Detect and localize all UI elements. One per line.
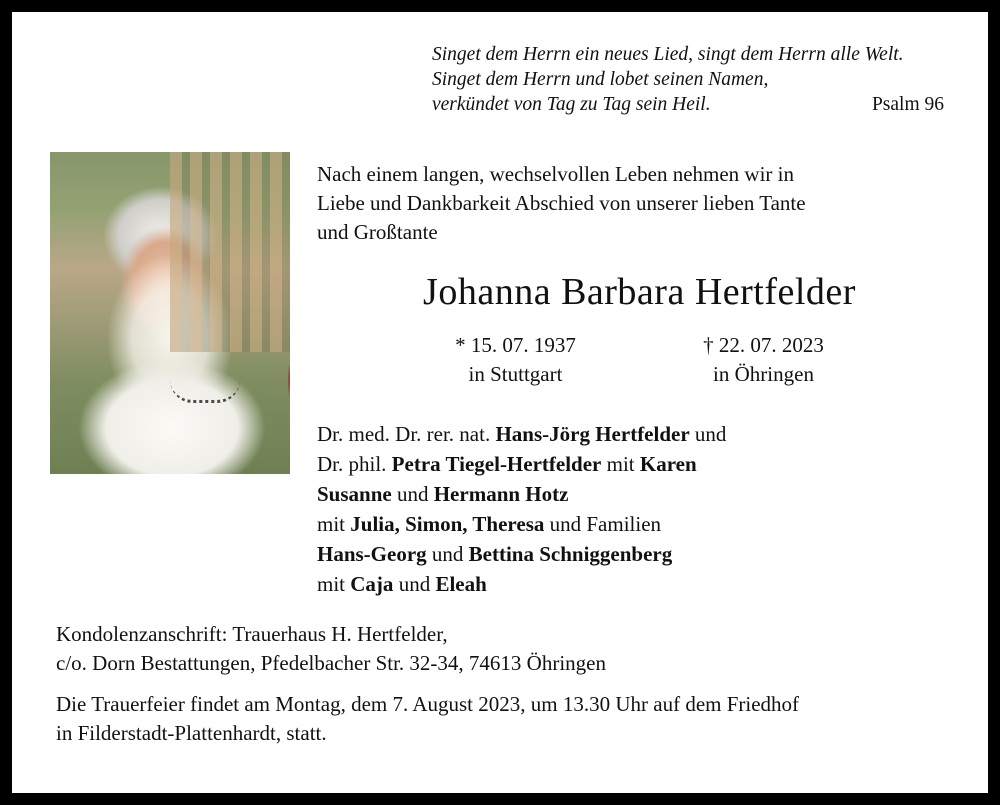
family-line-2-name: Petra Tiegel-Hertfelder [391, 452, 602, 476]
psalm-quote [432, 42, 962, 117]
psalm-line-1: Singet dem Herrn ein neues Lied, singt dem Herrn alle Welt. [432, 44, 904, 65]
family-line-2-mid: mit [601, 452, 640, 476]
family-line-2-prefix: Dr. phil. [317, 452, 392, 476]
family-line-2 [317, 449, 962, 479]
birth-date: 15. 07. 1937 [470, 333, 576, 357]
photo-flower-detail [288, 352, 290, 408]
family-line-1-name: Hans-Jörg Hertfelder [495, 422, 690, 446]
intro-text [317, 160, 962, 247]
family-line-1-prefix: Dr. med. Dr. rer. nat. [317, 422, 496, 446]
obituary-card [12, 12, 988, 793]
family-line-4-names: Julia, Simon, Theresa [350, 512, 545, 536]
photo-clothing-detail [72, 350, 272, 474]
family-line-5 [317, 539, 962, 569]
birth-place: in Stuttgart [468, 362, 563, 386]
psalm-line-2: Singet dem Herrn und lobet seinen Namen, [432, 69, 769, 90]
family-line-5-mid: und [426, 542, 469, 566]
family-line-3-mid: und [391, 482, 434, 506]
family-line-6-mid: und [393, 572, 436, 596]
psalm-line-3-row [432, 92, 944, 117]
condolence-address [56, 620, 956, 678]
death-date: 22. 07. 2023 [718, 333, 824, 357]
death-info [669, 331, 859, 389]
family-line-5-name-2: Bettina Schniggenberg [468, 542, 673, 566]
family-line-1 [317, 419, 962, 449]
portrait-photo [50, 152, 290, 474]
family-line-4-suffix: und Familien [544, 512, 662, 536]
family-line-6 [317, 569, 962, 599]
birth-date-row [421, 331, 611, 360]
condolence-line-2: c/o. Dorn Bestattungen, Pfedelbacher Str. 32-34, 74613 Öhringen [56, 651, 606, 675]
family-line-4-prefix: mit [317, 512, 351, 536]
portrait-photo-image [50, 152, 290, 474]
family-list [317, 419, 962, 599]
ceremony-line-1: Die Trauerfeier findet am Montag, dem 7. August 2023, um 13.30 Uhr auf dem Friedhof [56, 692, 800, 716]
photo-fence-detail [170, 152, 290, 352]
birth-info [421, 331, 611, 389]
life-dates [317, 331, 962, 389]
family-line-3-name-2: Hermann Hotz [433, 482, 569, 506]
death-place: in Öhringen [713, 362, 814, 386]
family-line-2-name-2: Karen [639, 452, 697, 476]
deceased-name: Johanna Barbara Hertfelder [423, 271, 856, 313]
ceremony-details [56, 690, 966, 748]
intro-line-2: Liebe und Dankbarkeit Abschied von unserer lieben Tante [317, 191, 806, 215]
birth-symbol: * [455, 333, 466, 357]
intro-line-3: und Großtante [317, 220, 438, 244]
ceremony-line-2: in Filderstadt-Plattenhardt, statt. [56, 721, 327, 745]
family-line-3 [317, 479, 962, 509]
family-line-4 [317, 509, 962, 539]
obituary-body [317, 160, 962, 599]
family-line-6-name-2: Eleah [435, 572, 487, 596]
psalm-reference: Psalm 96 [871, 94, 944, 115]
condolence-line-1: Kondolenzanschrift: Trauerhaus H. Hertfelder, [56, 622, 448, 646]
death-symbol: † [703, 333, 714, 357]
death-date-row [669, 331, 859, 360]
psalm-line-3: verkündet von Tag zu Tag sein Heil. [432, 94, 711, 115]
family-line-6-name: Caja [350, 572, 394, 596]
family-line-5-name: Hans-Georg [317, 542, 427, 566]
family-line-1-suffix: und [689, 422, 727, 446]
family-line-3-name: Susanne [317, 482, 392, 506]
family-line-6-prefix: mit [317, 572, 351, 596]
intro-line-1: Nach einem langen, wechselvollen Leben nehmen wir in [317, 162, 794, 186]
